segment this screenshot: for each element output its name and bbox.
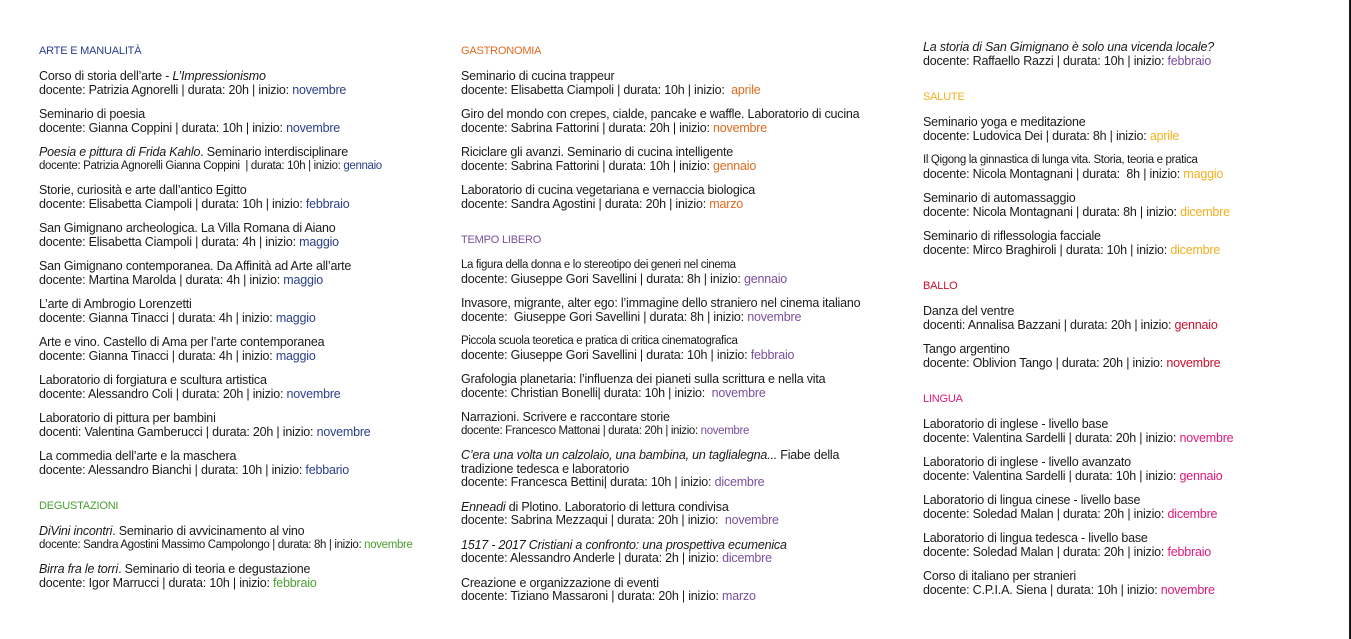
course-info [39,539,439,553]
course-title-segment: Il Qigong la ginnastica di lunga vita. Storia, teoria e pratica [923,154,1198,166]
course-title [461,539,891,553]
course-title [461,501,891,515]
course-info [39,274,439,288]
course-details: docente: Valentina Sardelli | durata: 10h | inizio: [923,468,1180,483]
start-month: novembre [713,120,768,135]
start-month: maggio [299,234,339,249]
course-title-segment: Invasore, migrante, alter ego: l’immagine dello straniero nel cinema italiano [461,296,861,310]
course-item [461,501,891,528]
course-title [461,146,891,160]
course-details: docente: Igor Marrucci | durata: 10h | inizio: [39,575,274,590]
start-month: maggio [275,310,316,325]
course-title-segment: Corso di italiano per stranieri [923,569,1076,583]
course-details: docente: C.P.I.A. Siena | durata: 10h | inizio: [923,582,1161,597]
course-title-segment: Laboratorio di inglese - livello avanzato [923,455,1131,469]
course-title [39,298,439,312]
course-info [39,160,439,174]
course-title [923,154,1333,168]
course-title [461,577,891,591]
course-info [39,84,439,98]
course-title-segment: Danza del ventre [923,304,1015,318]
course-title [39,525,439,539]
course-title [461,297,891,311]
course-title [39,336,439,350]
course-item [461,449,891,490]
course-title-segment: . Seminario di avvicinamento al vino [112,524,305,538]
course-title [923,230,1333,244]
start-month: maggio [275,348,316,363]
course-title-segment: C’era una volta un calzolaio, una bambina, un taglialegna... [461,448,777,462]
start-month: dicembre [714,475,765,489]
start-month: maggio [283,272,324,287]
course-item [923,230,1333,257]
course-title-segment: Laboratorio di forgiatura e scultura artistica [39,373,267,387]
course-item [39,412,439,439]
course-info [923,130,1333,144]
course-item [923,41,1333,68]
course-title-segment: Birra fra le torri [39,562,119,576]
start-month: gennaio [1179,468,1223,483]
start-month: novembre [316,424,371,439]
section-degustazioni [39,499,439,590]
course-title [39,70,439,84]
course-item [39,184,439,211]
course-details: docente: Sabrina Fattorini | durata: 10h | inizio: [461,158,714,173]
course-title-segment: Seminario di poesia [39,107,145,121]
course-info [461,84,891,98]
course-info [461,349,891,363]
course-details: docente: Elisabetta Ciampoli | durata: 10h | inizio: [461,82,732,97]
start-month: novembre [292,82,347,97]
start-month: febbario [305,462,349,477]
course-title-segment: Narrazioni. Scrivere e raccontare storie [461,410,670,424]
course-info [39,312,439,326]
course-item [39,146,439,173]
start-month: febbraio [750,347,795,362]
start-month: novembre [724,513,779,527]
course-title [39,563,439,577]
course-title-segment: di Plotino. Laboratorio di lettura condivisa [505,499,729,514]
course-info [461,311,891,325]
section-arte [39,44,439,477]
course-item [39,222,439,249]
course-info [461,198,891,212]
course-title [39,260,439,274]
course-info [923,206,1333,220]
course-details: docente: Francesco Mattonai | durata: 20h | inizio: [461,424,701,437]
course-info [461,476,891,490]
course-item [461,335,891,362]
start-month: febbraio [1167,544,1212,559]
course-item [461,539,891,566]
course-title-segment: Seminario di riflessologia facciale [923,229,1101,243]
course-item [923,305,1333,332]
course-item [923,418,1333,445]
course-title [39,374,439,388]
course-item [923,154,1333,181]
course-item [923,456,1333,483]
start-month: novembre [1179,430,1234,445]
course-item [461,259,891,286]
section-title: DEGUSTAZIONI [39,500,119,512]
course-details: docente: Patrizia Agnorelli | durata: 20h | inizio: [39,82,293,97]
course-info [39,388,439,402]
course-info [923,244,1333,258]
course-title [923,116,1333,130]
start-month: novembre [747,309,802,324]
course-info [923,584,1333,598]
course-title-segment: Laboratorio di lingua cinese - livello base [923,493,1141,507]
course-item [39,298,439,325]
course-details: docente: Mirco Braghiroli | durata: 10h | inizio: [923,242,1171,257]
course-details: docenti: Annalisa Bazzani | durata: 20h | inizio: [923,317,1175,332]
course-title [461,411,891,425]
course-details: docente: Oblivion Tango | durata: 20h | inizio: [923,355,1167,370]
course-title-segment: San Gimignano contemporanea. Da Affinità ad Arte all’arte [39,259,352,273]
section-lingua [923,392,1333,597]
course-title [461,259,891,273]
course-title-segment: Corso di storia dell’arte - [39,69,173,83]
start-month: gennaio [713,158,757,173]
start-month: dicembre [722,551,772,565]
start-month: gennaio [743,271,788,286]
start-month: novembre [286,386,341,401]
start-month: aprile [731,82,761,97]
course-info [923,55,1333,69]
course-details: docente: Gianna Tinacci | durata: 4h | inizio: [39,348,276,363]
course-title-segment: . Seminario interdisciplinare [200,145,349,159]
course-title [39,412,439,426]
course-details: docente: Sandra Agostini Massimo Campolongo | durata: 8h | inizio: [39,538,365,551]
section-title: SALUTE [923,91,965,103]
course-title-segment: Laboratorio di pittura per bambini [39,411,216,425]
course-title-segment: Seminario di cucina trappeur [461,69,615,83]
course-title-segment: La figura della donna e lo stereotipo dei generi nel cinema [461,259,736,271]
course-item [461,297,891,324]
course-details: docente: Sandra Agostini | durata: 20h | inizio: [461,196,710,211]
section-title: BALLO [923,280,958,292]
start-month: novembre [700,424,749,437]
course-item [923,343,1333,370]
course-title-segment: 1517 - 2017 Cristiani a confronto: una prospettiva ecumenica [461,537,787,552]
course-item [923,570,1333,597]
course-item [39,525,439,552]
course-item [39,450,439,477]
column-2 [461,44,891,626]
course-details: docente: Gianna Coppini | durata: 10h | inizio: [39,120,287,135]
course-title [39,108,439,122]
course-title [461,449,891,476]
course-details: docente: Soledad Malan | durata: 20h | inizio: [923,506,1168,521]
section-tempo [461,233,891,604]
course-details: docente: Alessandro Bianchi | durata: 10h | inizio: [39,462,306,477]
course-title-segment: Fiabe della tradizione tedesca e laboratorio [461,448,840,476]
course-title-segment: Creazione e organizzazione di eventi [461,575,659,590]
course-title-segment: La storia di San Gimignano è solo una vicenda locale? [923,40,1214,54]
course-item [39,336,439,363]
course-item [39,108,439,135]
course-title-segment: Grafologia planetaria: l’influenza dei pianeti sulla scrittura e nella vita [461,372,826,386]
course-details: docente: Sabrina Fattorini | durata: 20h | inizio: [461,120,714,135]
course-info [39,350,439,364]
course-title-segment: Laboratorio di inglese - livello base [923,417,1109,431]
course-title [39,184,439,198]
course-item [39,70,439,97]
course-item [461,146,891,173]
course-item [923,116,1333,143]
course-title-segment: Storie, curiosità e arte dall’antico Egitto [39,183,247,197]
course-details: docente: Martina Marolda | durata: 4h | inizio: [39,272,284,287]
course-item [39,260,439,287]
course-title [923,343,1333,357]
start-month: novembre [364,538,413,551]
course-info [461,160,891,174]
start-month: novembre [1166,355,1221,370]
course-details: docente: Ludovica Dei | durata: 8h | inizio: [923,128,1150,143]
course-info [461,590,891,604]
course-title [461,184,891,198]
course-title-segment: San Gimignano archeologica. La Villa Romana di Aiano [39,221,336,235]
course-title [923,305,1333,319]
course-info [461,425,891,439]
course-info [39,464,439,478]
course-title-segment: Piccola scuola teoretica e pratica di critica cinematografica [461,335,738,347]
start-month: marzo [722,589,756,603]
course-details: docente: Nicola Montagnani | durata: 8h | inizio: [923,204,1181,219]
course-info [461,387,891,401]
course-title-segment: Arte e vino. Castello di Ama per l’arte contemporanea [39,335,325,349]
course-item [461,70,891,97]
course-item [461,577,891,604]
column-1 [39,44,439,612]
section-title: TEMPO LIBERO [461,234,542,246]
course-details: docente: Elisabetta Ciampoli | durata: 4h | inizio: [39,234,300,249]
course-details: docente: Patrizia Agnorelli Gianna Coppini | durata: 10h | inizio: [39,159,344,172]
course-title [923,456,1333,470]
course-info [923,508,1333,522]
section-title: GASTRONOMIA [461,45,542,57]
course-item [39,563,439,590]
start-month: febbraio [1167,53,1212,68]
course-info [39,122,439,136]
course-details: docente: Francesca Bettini| durata: 10h | inizio: [461,475,715,489]
course-title-segment: . Seminario di teoria e degustazione [118,562,311,576]
section-ballo [923,279,1333,370]
course-title-segment: Enneadi [461,499,506,514]
course-info [39,236,439,250]
start-month: dicembre [1167,506,1218,521]
course-item [461,108,891,135]
course-title-segment: L’Impressionismo [172,69,266,83]
course-info [461,122,891,136]
start-month: gennaio [1174,317,1218,332]
start-month: maggio [1183,166,1224,181]
course-info [923,168,1333,182]
course-info [923,432,1333,446]
start-month: febbraio [305,196,350,211]
start-month: dicembre [1180,204,1230,219]
column-3 [923,41,1333,619]
start-month: febbraio [273,575,317,590]
course-details: docente: Christian Bonelli| durata: 10h | inizio: [461,385,712,400]
course-details: docente: Elisabetta Ciampoli | durata: 10h | inizio: [39,196,306,211]
course-title-segment: Seminario yoga e meditazione [923,115,1086,129]
course-item [461,373,891,400]
course-item [923,192,1333,219]
start-month: novembre [286,120,341,135]
course-title [923,494,1333,508]
course-info [39,426,439,440]
course-info [923,470,1333,484]
course-info [39,198,439,212]
course-item [923,494,1333,521]
course-title-segment: Seminario di automassaggio [923,191,1076,205]
course-details: docente: Valentina Sardelli | durata: 20h | inizio: [923,430,1180,445]
course-details: docente: Tiziano Massaroni | durata: 20h | inizio: [461,589,723,603]
course-info [39,577,439,591]
course-title [923,570,1333,584]
start-month: aprile [1149,128,1180,143]
course-title-segment: L’arte di Ambrogio Lorenzetti [39,297,192,311]
course-title [39,146,439,160]
course-details: docente: Giuseppe Gori Savellini | durata: 8h | inizio: [461,309,748,324]
section-title: LINGUA [923,393,963,405]
course-title-segment: Laboratorio di cucina vegetariana e vernaccia biologica [461,183,756,197]
course-title [923,418,1333,432]
course-title [923,41,1333,55]
course-details: docenti: Valentina Gamberucci | durata: 20h | inizio: [39,424,317,439]
course-title [39,450,439,464]
course-title-segment: DiVini incontri [39,524,113,538]
course-info [923,357,1333,371]
section-salute [923,90,1333,257]
course-item [461,411,891,438]
course-details: docente: Gianna Tinacci | durata: 4h | inizio: [39,310,276,325]
start-month: novembre [1160,582,1215,597]
course-info [923,319,1333,333]
start-month: novembre [711,385,766,400]
course-details: docente: Soledad Malan | durata: 20h | inizio: [923,544,1168,559]
course-details: docente: Raffaello Razzi | durata: 10h | inizio: [923,53,1168,68]
course-title [39,222,439,236]
course-item [923,532,1333,559]
start-month: marzo [709,196,743,211]
course-title-segment: Tango argentino [923,342,1010,356]
course-title [461,70,891,84]
course-title [923,192,1333,206]
course-title-segment: Giro del mondo con crepes, cialde, pancake e waffle. Laboratorio di cucina [461,107,860,121]
course-item [461,184,891,211]
course-title [461,373,891,387]
course-title [461,108,891,122]
start-month: gennaio [343,159,382,172]
course-title [461,335,891,349]
course-details: docente: Alessandro Anderle | durata: 2h | inizio: [461,551,723,565]
course-title-segment: Poesia e pittura di Frida Kahlo [39,145,201,159]
course-info [461,514,891,528]
course-details: docente: Alessandro Coli | durata: 20h | inizio: [39,386,287,401]
course-details: docente: Giuseppe Gori Savellini | durata: 8h | inizio: [461,271,744,286]
section-gastronomia [461,44,891,211]
section-tempo [923,41,1333,68]
course-details: docente: Sabrina Mezzaqui | durata: 20h | inizio: [461,513,725,527]
course-item [39,374,439,401]
course-info [923,546,1333,560]
course-title [923,532,1333,546]
course-title-segment: Laboratorio di lingua tedesca - livello base [923,531,1148,545]
section-title: ARTE E MANUALITÀ [39,45,142,57]
course-title-segment: Riciclare gli avanzi. Seminario di cucina intelligente [461,145,733,159]
course-details: docente: Nicola Montagnani | durata: 8h | inizio: [923,166,1184,181]
course-details: docente: Giuseppe Gori Savellini | durata: 10h | inizio: [461,347,751,362]
start-month: dicembre [1170,242,1221,257]
course-info [461,552,891,566]
course-title-segment: La commedia dell’arte e la maschera [39,449,237,463]
course-info [461,273,891,287]
